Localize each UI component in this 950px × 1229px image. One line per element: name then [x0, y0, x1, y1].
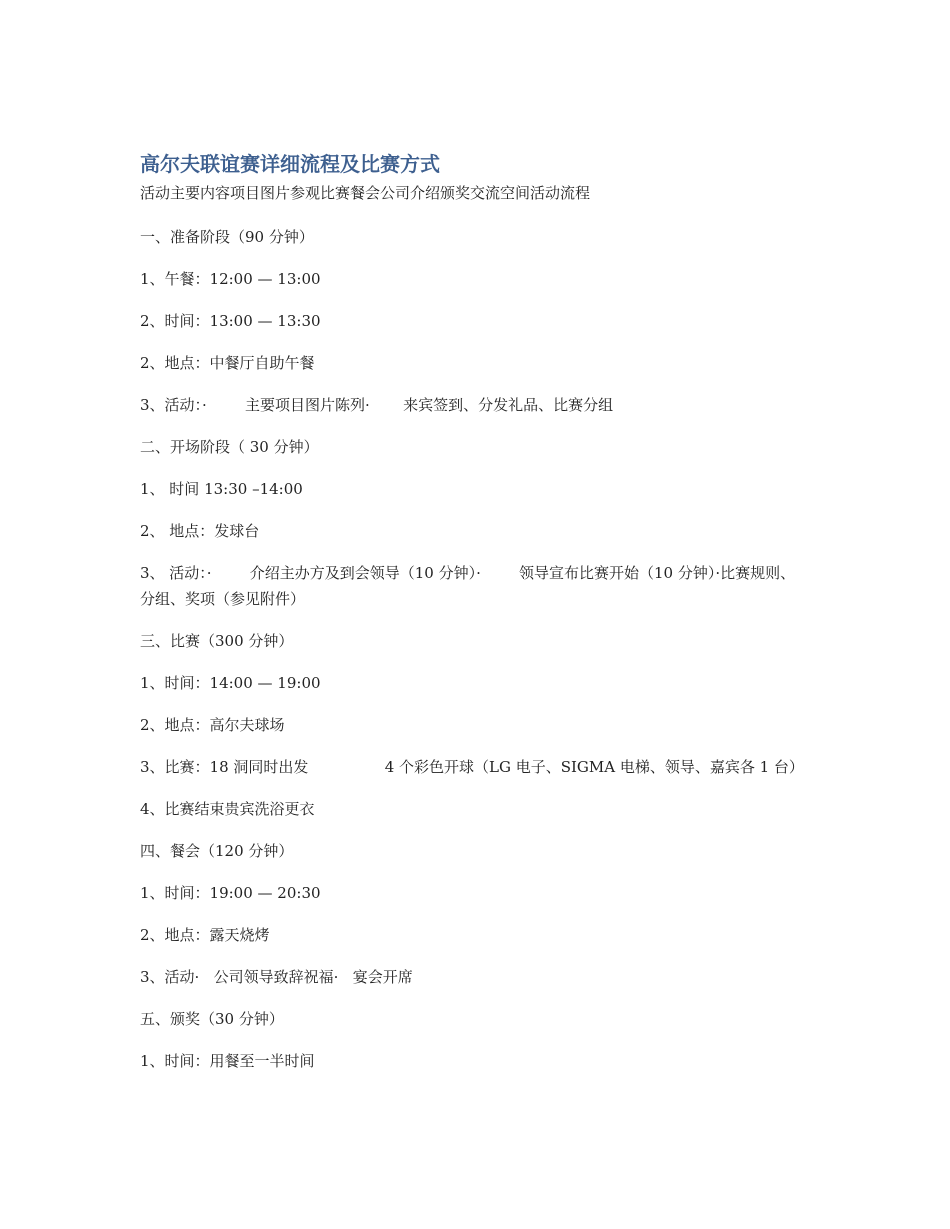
list-item: 1、时间：14:00 — 19:00: [140, 674, 321, 692]
list-item: 2、地点：中餐厅自助午餐: [140, 354, 315, 372]
list-item: 2、时间：13:00 — 13:30: [140, 312, 321, 330]
document-subtitle: 活动主要内容项目图片参观比赛餐会公司介绍颁奖交流空间活动流程: [140, 184, 591, 202]
section-heading: 四、餐会（120 分钟）: [140, 842, 294, 860]
section-heading: 一、准备阶段（90 分钟）: [140, 228, 314, 246]
list-item: 1、时间：用餐至一半时间: [140, 1052, 315, 1070]
list-item: 3、活动· 公司领导致辞祝福· 宴会开席: [140, 968, 413, 986]
list-item: 3、活动：· 主要项目图片陈列· 来宾签到、分发礼品、比赛分组: [140, 396, 614, 414]
document-title: 高尔夫联谊赛详细流程及比赛方式: [140, 152, 440, 176]
list-item: 2、地点：露天烧烤: [140, 926, 270, 944]
list-item: 3、比赛：18 洞同时出发 4 个彩色开球（LG 电子、SIGMA 电梯、领导、嘉宾各 1 台）: [140, 758, 804, 776]
list-item: 2、 地点：发球台: [140, 522, 260, 540]
section-heading: 二、开场阶段（ 30 分钟）: [140, 438, 319, 456]
list-item: 3、 活动：· 介绍主办方及到会领导（10 分钟）· 领导宣布比赛开始（10 分钟）·比赛规则、分组、奖项（参见附件）: [140, 564, 796, 608]
list-item: 4、比赛结束贵宾洗浴更衣: [140, 800, 315, 818]
section-heading: 三、比赛（300 分钟）: [140, 632, 294, 650]
list-item: 1、时间：19:00 — 20:30: [140, 884, 321, 902]
list-item: 1、午餐：12:00 — 13:00: [140, 270, 321, 288]
list-item: 1、 时间 13:30 –14:00: [140, 480, 303, 498]
list-item: 2、地点：高尔夫球场: [140, 716, 285, 734]
document-page: [140, 150, 810, 1090]
section-heading: 五、颁奖（30 分钟）: [140, 1010, 284, 1028]
